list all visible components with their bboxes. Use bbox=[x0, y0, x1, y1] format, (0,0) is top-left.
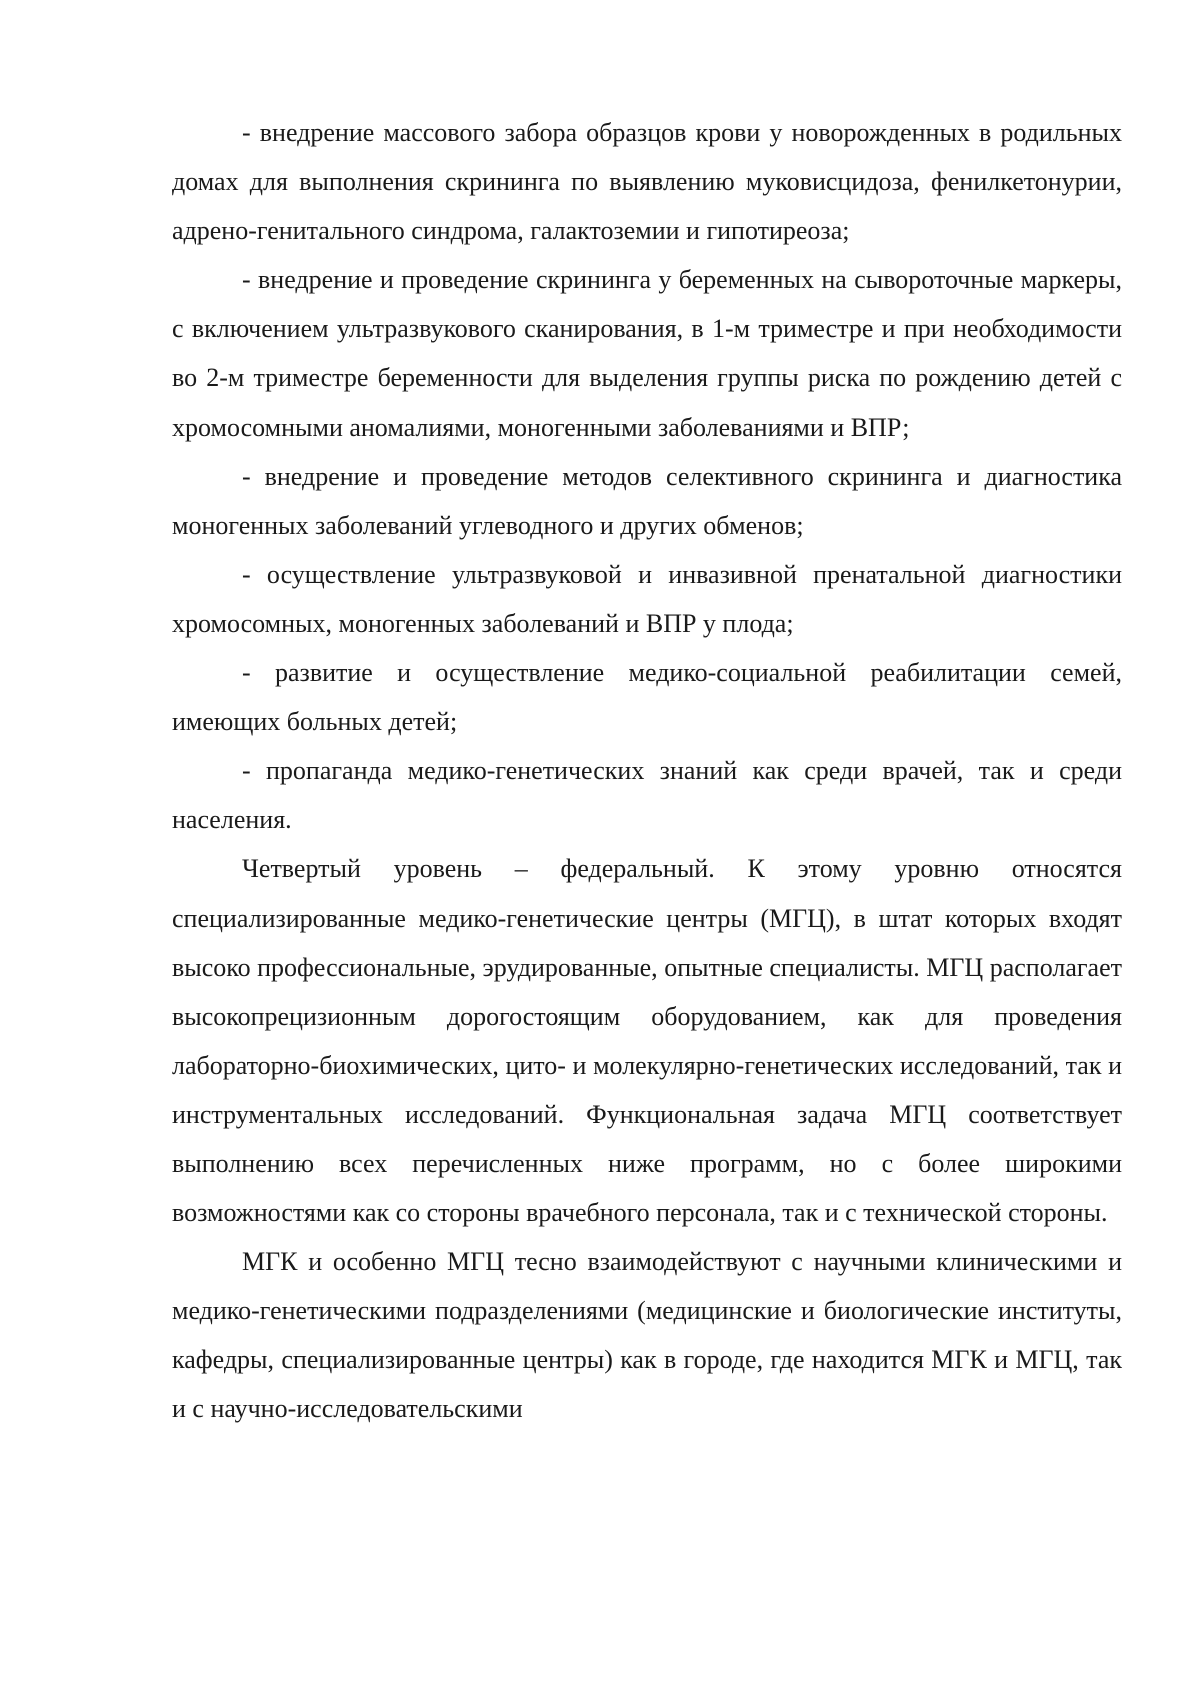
paragraph-rehabilitation: - развитие и осуществление медико-социальной реабилитации семей, имеющих больных детей; bbox=[172, 658, 1122, 737]
paragraph-newborn-screening: - внедрение массового забора образцов крови у новорожденных в родильных домах для выполнения скрининга по выявлению муковисцидоза, фенилкетонурии, адрено-генитального синдрома, галактоземии и гипотиреоза; bbox=[172, 118, 1122, 246]
paragraph-propaganda: - пропаганда медико-генетических знаний как среди врачей, так и среди населения. bbox=[172, 756, 1122, 835]
paragraph-mgk-mgc-interaction: МГК и особенно МГЦ тесно взаимодействуют с научными клиническими и медико-генетическими подразделениями (медицинские и биологические институты, кафедры, специализированные центры) как в городе, где находится МГК и МГЦ, так и с научно-исследовательскими bbox=[172, 1247, 1122, 1424]
paragraph-selective-screening: - внедрение и проведение методов селективного скрининга и диагностика моногенных заболеваний углеводного и других обменов; bbox=[172, 461, 1122, 540]
paragraph-prenatal-diagnostics: - осуществление ультразвуковой и инвазивной пренатальной диагностики хромосомных, моногенных заболеваний и ВПР у плода; bbox=[172, 559, 1122, 638]
paragraph-pregnancy-screening: - внедрение и проведение скрининга у беременных на сывороточные маркеры, с включением ультразвукового сканирования, в 1-м триместре и при необходимости во 2-м триместре беременности для выделения группы риска по рождению детей с хромосомными аномалиями, моногенными заболеваниями и ВПР; bbox=[172, 265, 1122, 442]
paragraph-fourth-level: Четвертый уровень – федеральный. К этому уровню относятся специализированные медико-генетические центры (МГЦ), в штат которых входят высоко профессиональные, эрудированные, опытные специалисты. МГЦ располагает высокопрецизионным дорогостоящим оборудованием, как для проведения лабораторно-биохимических, цито- и молекулярно-генетических исследований, так и инструментальных исследований. Функциональная задача МГЦ соответствует выполнению всех перечисленных ниже программ, но с более широкими возможностями как со стороны врачебного персонала, так и с технической стороны. bbox=[172, 854, 1122, 1228]
body-text bbox=[172, 108, 1122, 1434]
